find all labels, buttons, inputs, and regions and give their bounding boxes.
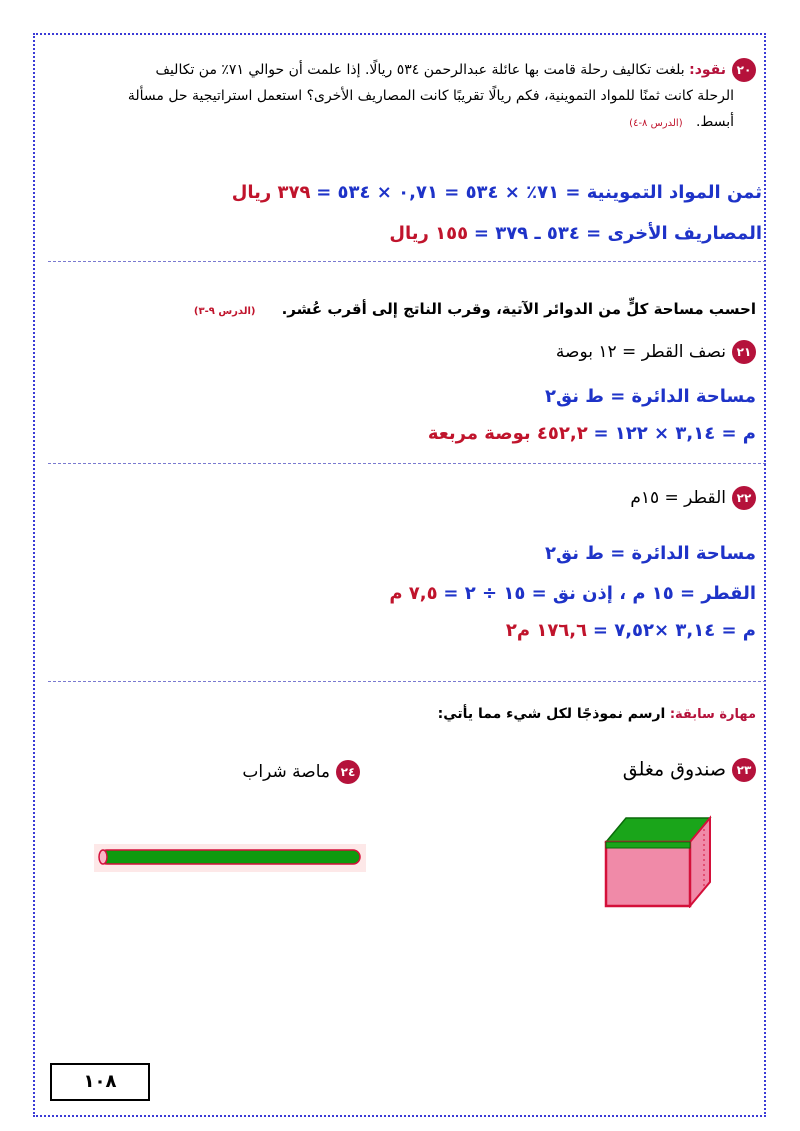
- problem-22-calc-row: [506, 620, 756, 641]
- problem-22-formula: مساحة الدائرة = ط نق٢: [544, 543, 756, 564]
- previous-skill-text: ارسم نموذجًا لكل شيء مما يأتي:: [437, 706, 666, 722]
- section-divider: [48, 261, 766, 262]
- box-lid-edge: [606, 842, 690, 848]
- problem-21-calc-expression: م = ٣,١٤ × ١٢٢ =: [593, 423, 756, 444]
- section-divider: [48, 463, 766, 464]
- drinking-straw-drawing: [94, 844, 366, 872]
- problem-20-text-line2: الرحلة كانت ثمنًا للمواد التموينية، فكم ريالًا تقريبًا كانت المصاريف الأخرى؟ استعمل استراتيجية حل مسألة: [127, 88, 734, 104]
- problem-20-number-badge: ٢٠: [732, 58, 756, 82]
- problem-20-sol1-result: ٣٧٩ ريال: [231, 182, 311, 203]
- problem-23-label: صندوق مغلق: [622, 758, 726, 781]
- straw-opening: [99, 850, 107, 864]
- circles-instruction-row: [194, 300, 756, 318]
- problem-20-lesson-ref: (الدرس ٨-٤): [629, 118, 683, 129]
- problem-21-calc-row: [428, 423, 756, 444]
- problem-22-radius-row: [389, 583, 756, 604]
- problem-21-number-badge: ٢١: [732, 340, 756, 364]
- problem-20-sol2-expression: المصاريف الأخرى = ٥٣٤ ـ ٣٧٩ =: [473, 223, 762, 244]
- problem-20-sol2-result: ١٥٥ ريال: [389, 223, 469, 244]
- page-number-box: [50, 1063, 150, 1101]
- problem-22-given-row: [630, 486, 756, 510]
- problem-23-row: [623, 758, 756, 782]
- problem-22-radius-result: ٧,٥ م: [389, 583, 438, 604]
- problem-20-line1: [155, 58, 756, 83]
- box-front-face: [606, 842, 690, 906]
- page-number: ١٠٨: [83, 1071, 117, 1092]
- problem-22-calc-result: ١٧٦,٦ م٢: [505, 620, 588, 641]
- problem-21-formula: مساحة الدائرة = ط نق٢: [544, 386, 756, 407]
- problem-23-number-badge: ٢٣: [732, 758, 756, 782]
- problem-21-given: نصف القطر = ١٢ بوصة: [555, 342, 726, 362]
- problem-21-given-row: [556, 340, 756, 364]
- straw-body: [100, 850, 360, 864]
- closed-box-drawing: [598, 812, 768, 908]
- problem-24-number-badge: ٢٤: [336, 760, 360, 784]
- problem-24-label: ماصة شراب: [242, 762, 330, 782]
- problem-24-row: [242, 760, 360, 784]
- problem-20-solution-line1: [232, 182, 762, 203]
- problem-22-calc-expression: م = ٣,١٤ ×٧,٥٢ =: [592, 620, 756, 641]
- problem-20-keyword: نقود:: [689, 62, 726, 78]
- problem-20-text-line3: أبسط.: [695, 114, 734, 130]
- problem-22-radius-expression: القطر = ١٥ م ، إذن نق = ١٥ ÷ ٢ =: [443, 583, 756, 604]
- problem-21-calc-result: ٤٥٢,٢ بوصة مربعة: [427, 423, 588, 444]
- circles-lesson-ref: (الدرس ٩-٣): [193, 306, 256, 317]
- previous-skill-label: مهارة سابقة:: [669, 707, 756, 722]
- problem-20-sol1-expression: ثمن المواد التموينية = ٧١٪ × ٥٣٤ = ٠,٧١ × ٥٣٤ =: [316, 182, 762, 203]
- problem-20-line3: [629, 110, 734, 136]
- problem-22-given: القطر = ١٥م: [630, 488, 726, 508]
- circles-instruction: احسب مساحة كلٍّ من الدوائر الآتية، وقرب الناتج إلى أقرب عُشر.: [281, 300, 756, 318]
- previous-skill-row: [438, 706, 756, 722]
- problem-22-number-badge: ٢٢: [732, 486, 756, 510]
- section-divider: [48, 681, 766, 682]
- problem-20-text-line1: بلغت تكاليف رحلة قامت بها عائلة عبدالرحمن ٥٣٤ ريالًا. إذا علمت أن حوالي ٧١٪ من تكاليف: [155, 62, 685, 78]
- problem-20-solution-line2: [389, 223, 762, 244]
